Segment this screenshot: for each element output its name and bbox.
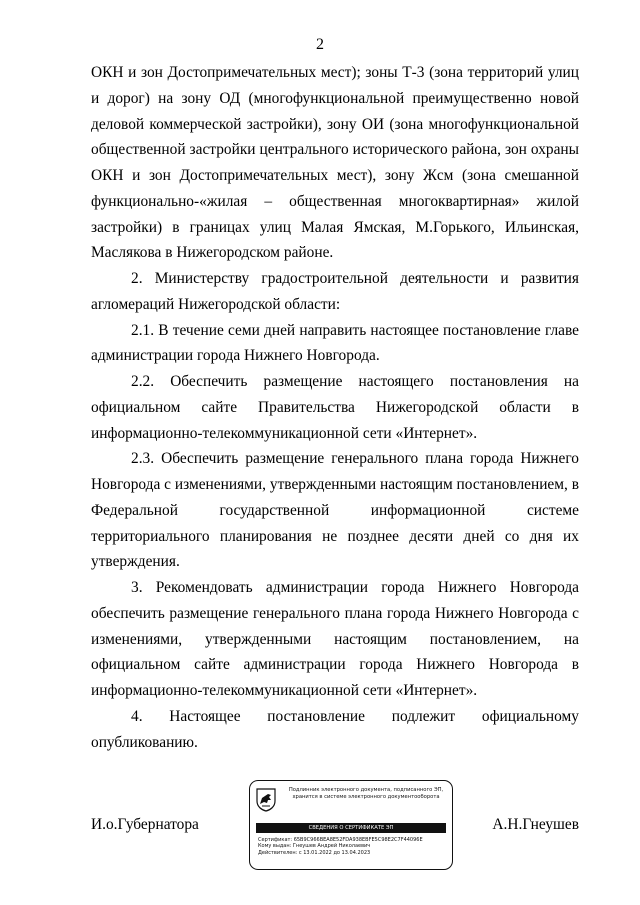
signer-name: А.Н.Гнеушев [492, 816, 579, 833]
paragraph-item-2: 2. Министерству градостроительной деятельности и развития агломераций Нижегородской области: [91, 270, 579, 313]
stamp-header [284, 787, 448, 801]
stamp-title-bar: СВЕДЕНИЯ О СЕРТИФИКАТЕ ЭП [256, 823, 446, 833]
electronic-signature-stamp [249, 780, 453, 870]
paragraph-item-3: 3. Рекомендовать администрации города Нижнего Новгорода обеспечить размещение генерального плана города Нижнего Новгорода с изменениями, утвержденными настоящим постановлением, на официальном сайте администрации города Нижнего Новгорода в информационно-телекоммуникационной сети «Интернет». [91, 579, 579, 699]
stamp-details [258, 837, 450, 856]
paragraph-item-2-1: 2.1. В течение семи дней направить настоящее постановление главе администрации города Нижнего Новгорода. [91, 321, 579, 365]
coat-of-arms-icon [256, 788, 276, 812]
paragraph-continuation: ОКН и зон Достопримечательных мест); зоны Т-3 (зона территорий улиц и дорог) на зону ОД (многофункциональной преимущественно новой деловой коммерческой застройки), зону ОИ (зона многофункциональной общественной застройки центрального исторического района, зон охраны ОКН и зон Достопримечательных мест), зону Жсм (зона смешанной функционально-«жилая – общественная многоквартирная» жилой застройки) в границах улиц Малая Ямская, М.Горького, Ильинская, Маслякова в Нижегородском районе. [91, 64, 579, 262]
signature-block [91, 780, 579, 880]
certificate-number: Сертификат: 65B9C966BEA8E52FDA938EBFE5C98E2C7F44096E [258, 837, 423, 843]
signer-title: И.о.Губернатора [91, 816, 199, 833]
certificate-owner: Кому выдан: Гнеушев Андрей Николаевич [258, 843, 371, 850]
paragraph-item-4: 4. Настоящее постановление подлежит официальному опубликованию. [91, 707, 579, 751]
stamp-header-line: Подлинник электронного документа, подписанного ЭП, [288, 787, 444, 793]
page-number: 2 [316, 36, 324, 53]
stamp-header-line: хранится в системе электронного документооборота [292, 794, 440, 800]
paragraph-item-2-3: 2.3. Обеспечить размещение генерального плана города Нижнего Новгорода с изменениями, утвержденными настоящим постановлением, в Федеральной государственной информационной системе территориального планирования не позднее десяти дней со дня их утверждения. [91, 450, 579, 571]
paragraph-item-2-2: 2.2. Обеспечить размещение настоящего постановления на официальном сайте Правительства Нижегородской области в информационно-телекоммуникационной сети «Интернет». [91, 373, 579, 442]
certificate-validity: Действителен: с 13.01.2022 до 13.04.2023 [258, 849, 371, 856]
document-body [91, 60, 579, 755]
